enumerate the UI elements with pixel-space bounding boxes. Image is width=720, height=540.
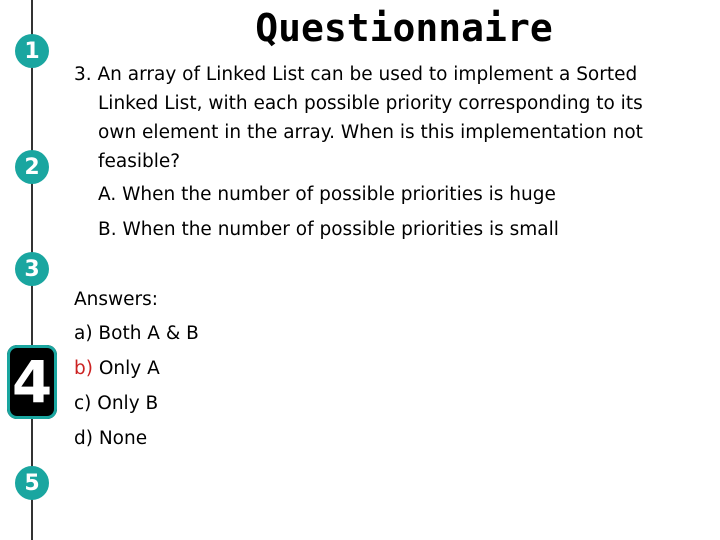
answer-b-marker: b) [74, 358, 93, 379]
question-line-3: own element in the array. When is this implementation not [98, 122, 643, 143]
answer-a[interactable]: a) Both A & B [74, 323, 199, 344]
page-title: Questionnaire [255, 6, 553, 50]
question-line-2: Linked List, with each possible priority corresponding to its [98, 93, 643, 114]
step-3-label: 3 [24, 256, 40, 282]
step-4-badge-current[interactable] [7, 345, 57, 419]
step-5-badge[interactable] [15, 466, 49, 500]
answer-c[interactable]: c) Only B [74, 393, 159, 414]
step-5-label: 5 [24, 470, 40, 496]
answers-label: Answers: [74, 289, 159, 310]
option-a: A. When the number of possible priorities is huge [98, 184, 556, 205]
option-b: B. When the number of possible priorities is small [98, 219, 559, 240]
answer-b-text: Only A [92, 358, 160, 379]
step-4-label: 4 [11, 348, 53, 416]
step-2-badge[interactable] [15, 150, 49, 184]
answer-d[interactable]: d) None [74, 428, 148, 449]
question-text [74, 60, 704, 176]
step-1-label: 1 [24, 38, 40, 64]
question-line-4: feasible? [98, 151, 181, 172]
question-line-1: 3. An array of Linked List can be used to implement a Sorted [74, 64, 638, 85]
step-2-label: 2 [24, 154, 40, 180]
step-3-badge[interactable] [15, 252, 49, 286]
answer-b[interactable] [74, 358, 160, 379]
